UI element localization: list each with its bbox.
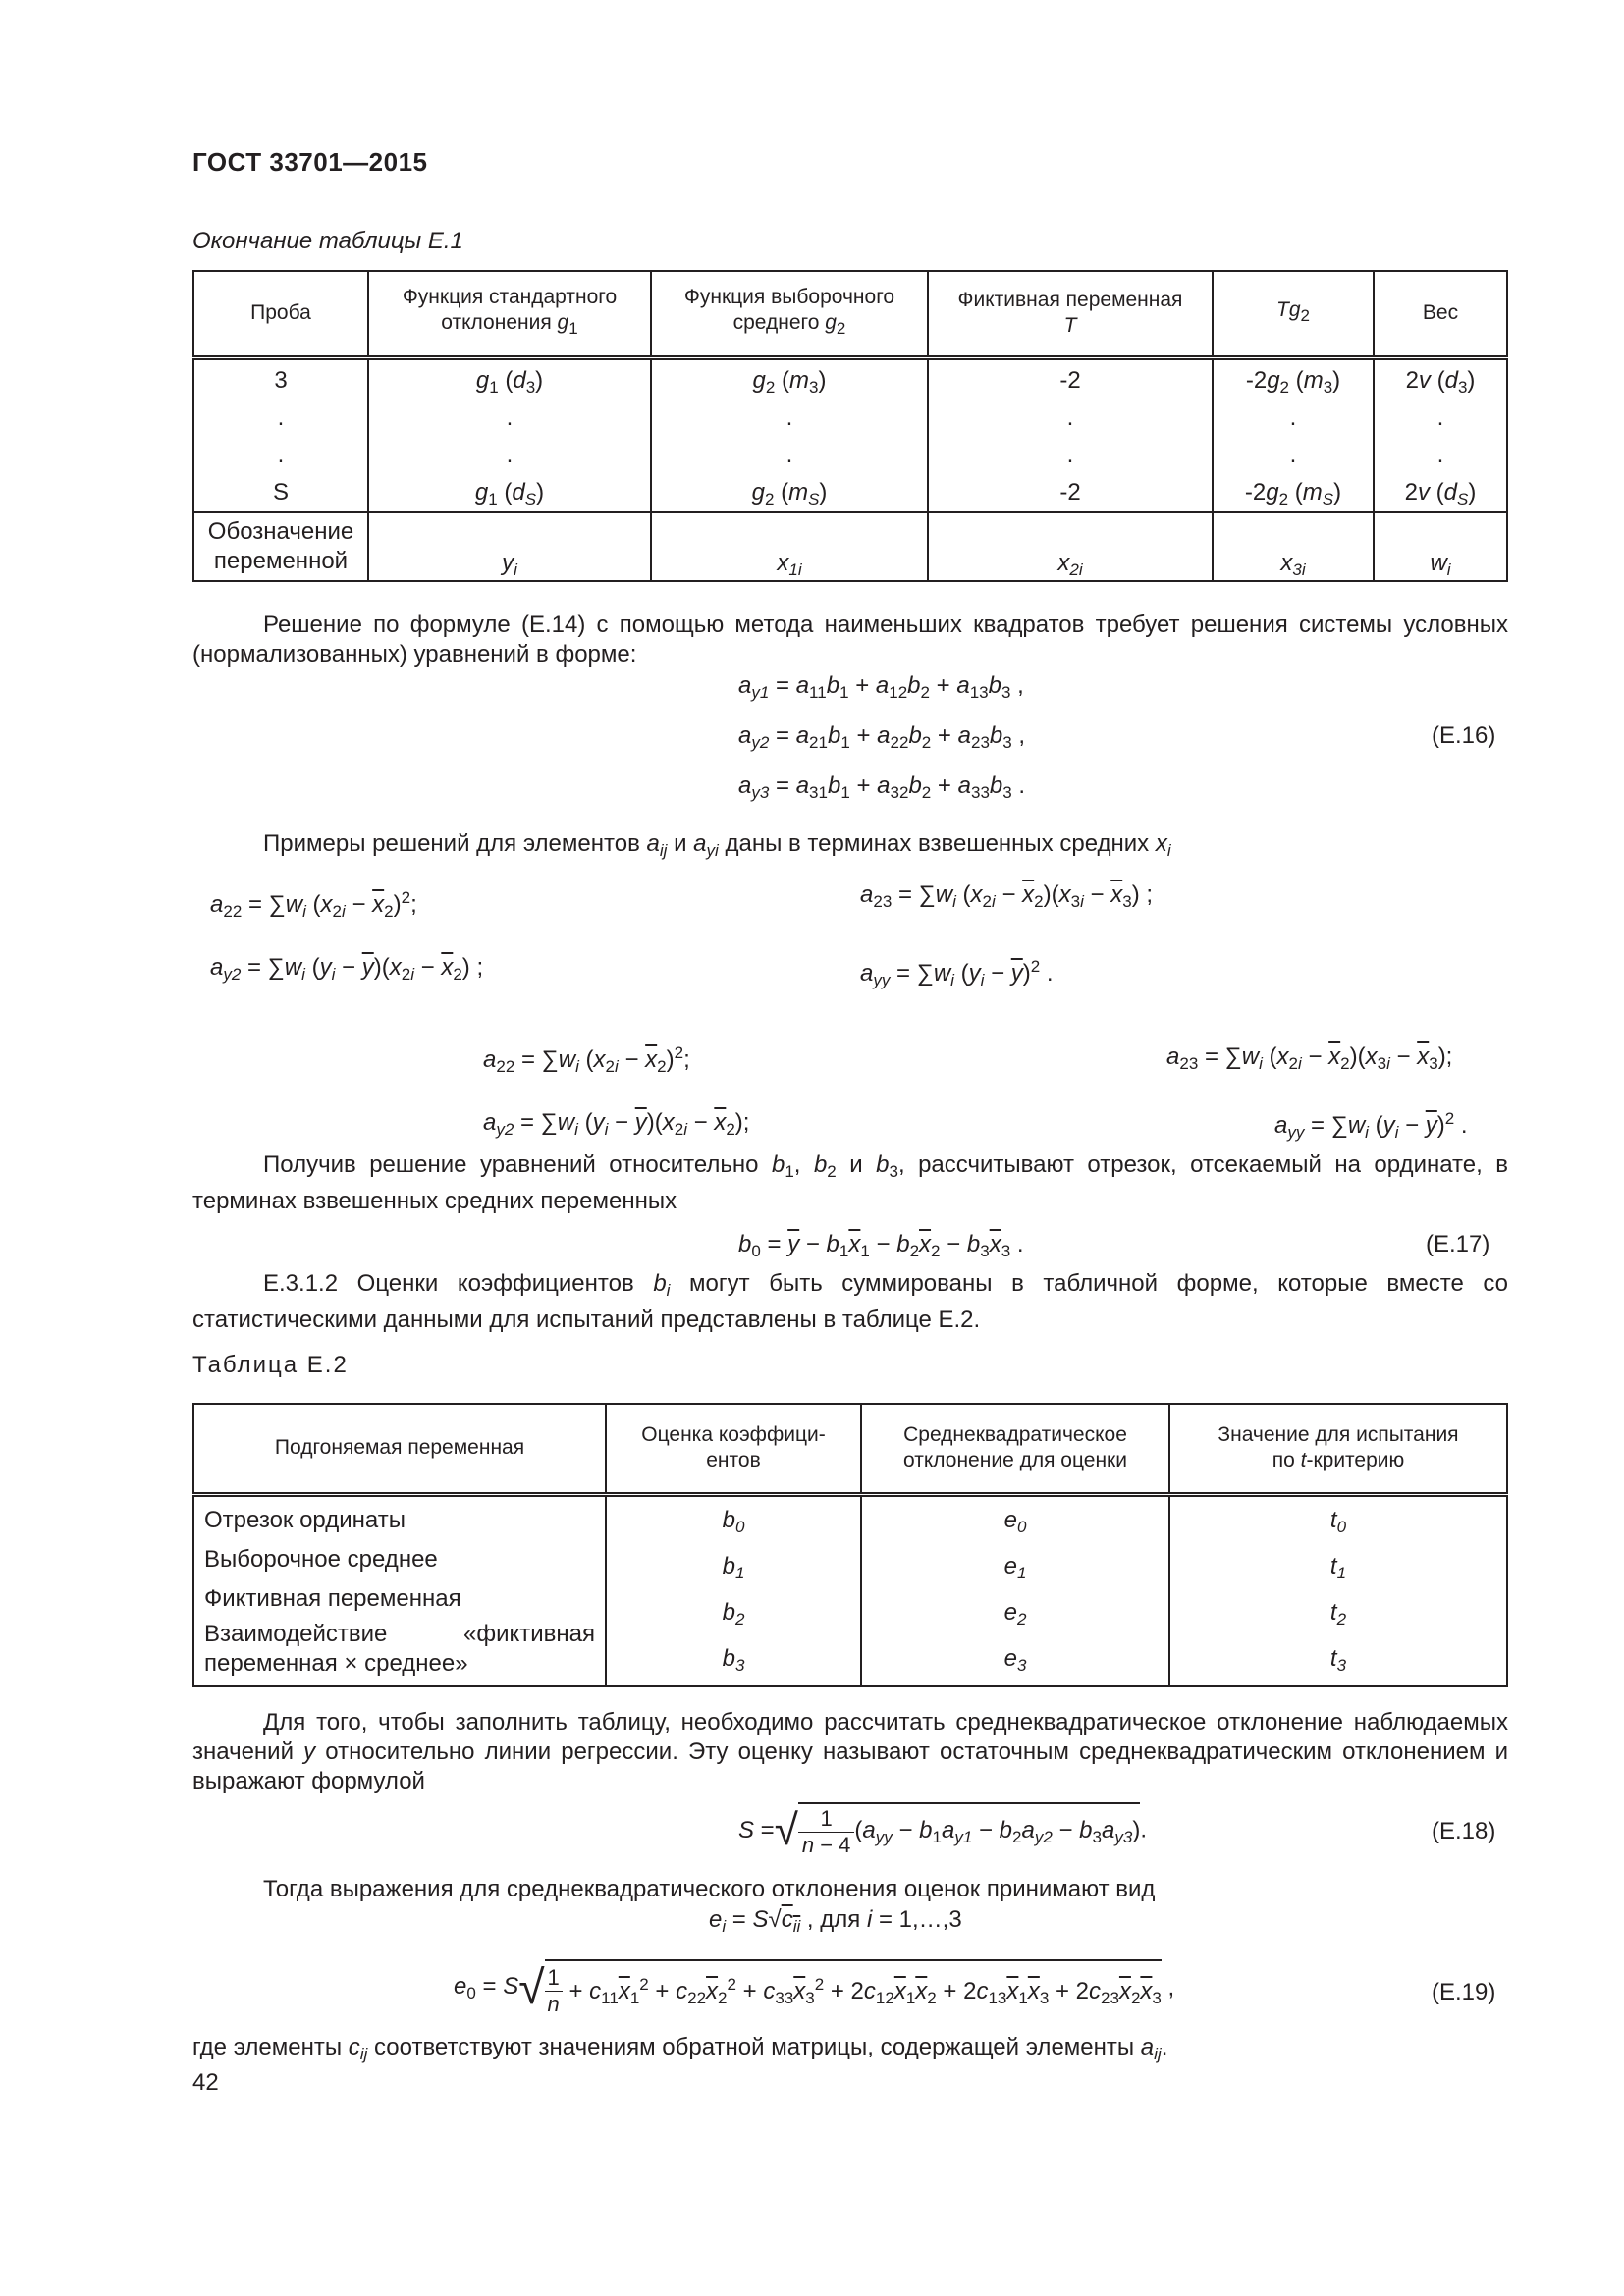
t1-header-weight: Вес: [1374, 271, 1507, 357]
document-header: ГОСТ 33701—2015: [192, 147, 428, 177]
equation-e19: $e_0 = S√$ $\frac{1}{n}$ + $c_{11}\overline{x}_1^2 + c_{22}\overline{x}_2^2 + c_{33}\overline{x}_3^2 + 2c_{12}\overline{x}_1\overline{x}_2 + 2c_{13}\overline{x}_1\overline{x}_3 + 2c_{23}\overline{x}_2\overline{x}_3$ ,: [454, 1959, 1174, 2028]
t1-col-sample: 3 . . S: [193, 357, 368, 512]
formula-ei: $e_i = S√c_{ii}$ , для i = 1,…,3: [709, 1906, 962, 1936]
t1-designation-x2: $x_{2i}$: [928, 512, 1213, 581]
t2-col-std-error: $e_0$ $e_1$ $e_2$ $e_3$: [861, 1494, 1169, 1686]
t1-designation-w: $w_i$: [1374, 512, 1507, 581]
t1-designation-x3: $x_{3i}$: [1213, 512, 1374, 581]
paragraph-coefficient-estimates: Е.3.1.2 Оценки коэффициентов $b_i$ могут быть суммированы в табличной форме, которые вместе со статистическими данными для испытаний представлены в таблице Е.2.: [192, 1270, 1508, 1333]
paragraph-std-estimates: Тогда выражения для среднеквадратического отклонения оценок принимают вид: [263, 1876, 1156, 1902]
formula-a23-second: $a_{23} = \sum w_i$ $(x_{2i} - \overline{x}_2)(x_{3i} - \overline{x}_3)$;: [1166, 1043, 1453, 1073]
equation-e18: S =√ $\frac{1}{n - 4}$ $(a_{yy} - b_1a_{y1} - b_2a_{y2} - b_3a_{y3})$.: [738, 1802, 1147, 1861]
formula-ay2-second: $a_{y2} = \sum w_i$ $(y_i - \overline{y})(x_{2i} - \overline{x}_2)$;: [483, 1109, 750, 1139]
page-number: 42: [192, 2069, 219, 2096]
t1-col-tg2: $-2g_2$ $(m_3)$ . . $-2g_2$ $(m_S)$: [1213, 357, 1374, 512]
equation-e16-2: $a_{y2} = a_{21}b_1 + a_{22}b_2 + a_{23}b_3$ ,: [738, 722, 1026, 752]
table2-caption: Таблица Е.2: [192, 1352, 349, 1378]
t2-col-estimate: $b_0$ $b_1$ $b_2$ $b_3$: [606, 1494, 861, 1686]
t2-col-variable: [193, 1494, 606, 1686]
equation-e16-3: $a_{y3} = a_{31}b_1 + a_{32}b_2 + a_{33}b_3$ .: [738, 773, 1026, 802]
t2-data-row: [193, 1494, 1507, 1686]
equation-number-e19: (Е.19): [1432, 1979, 1496, 2005]
formula-a22-first: $a_{22} = \sum w_i$ $(x_{2i} - \overline{x}_2)^2$;: [210, 888, 417, 921]
t1-designation-row: [193, 512, 1507, 581]
t1-designation-y: $y_i$: [368, 512, 651, 581]
table-e2: [192, 1403, 1508, 1687]
t2-row-label: переменная × среднее»: [204, 1649, 468, 1677]
t2-col-t-value: $t_0$ $t_1$ $t_2$ $t_3$: [1169, 1494, 1507, 1686]
t2-row-label: Фиктивная переменная: [204, 1584, 461, 1612]
equation-e16-1: $a_{y1} = a_{11}b_1 + a_{12}b_2 + a_{13}b_3$ ,: [738, 672, 1024, 702]
equation-number-e18: (Е.18): [1432, 1818, 1496, 1844]
t1-data-row: [193, 357, 1507, 512]
t2-header-std-error: Среднеквадратическое отклонение для оценки: [861, 1404, 1169, 1494]
formula-a22-second: $a_{22} = \sum w_i$ $(x_{2i} - \overline{x}_2)^2$;: [483, 1043, 690, 1076]
t2-row-label: Взаимодействие «фиктивная: [204, 1620, 595, 1647]
table-e1: [192, 270, 1508, 582]
equation-number-e16: (Е.16): [1432, 722, 1496, 749]
t1-header-tg2: $Tg_2$: [1213, 271, 1374, 357]
t1-header-dummy: Фиктивная переменная T: [928, 271, 1213, 357]
t1-header-sample: Проба: [193, 271, 368, 357]
formula-ayy-first: $a_{yy} = \sum w_i$ $(y_i - \overline{y})^2$ .: [860, 957, 1054, 989]
t2-header-variable: Подгоняемая переменная: [193, 1404, 606, 1494]
t1-col-g1: $g_1$ $(d_3)$ . . $g_1$ $(d_S)$: [368, 357, 651, 512]
t1-header-g2: Функция выборочного среднего $g_2$: [651, 271, 928, 357]
t1-col-g2: $g_2$ $(m_3)$ . . $g_2$ $(m_S)$: [651, 357, 928, 512]
t2-header-t-value: Значение для испытания по t-критерию: [1169, 1404, 1507, 1494]
t2-header-estimate: Оценка коэффици- ентов: [606, 1404, 861, 1494]
formula-ay2-first: $a_{y2} = \sum w_i$ $(y_i - \overline{y})(x_{2i} - \overline{x}_2)$ ;: [210, 954, 484, 984]
t1-header-g1: Функция стандартного отклонения $g_1$: [368, 271, 651, 357]
paragraph-intercept: Получив решение уравнений относительно $b_1$, $b_2$ и $b_3$, рассчитывают отрезок, отсекаемый на ординате, в терминах взвешенных средних переменных: [192, 1151, 1508, 1214]
paragraph-cij-definition: где элементы $c_{ij}$ соответствуют значениям обратной матрицы, содержащей элементы $a_{ij}$.: [192, 2034, 1168, 2063]
equation-number-e17: (Е.17): [1426, 1231, 1490, 1257]
paragraph-residual-std: Для того, чтобы заполнить таблицу, необходимо рассчитать среднеквадратическое отклонение наблюдаемых значений y относительно линии регрессии. Эту оценку называют остаточным среднеквадратическим отклонением и выражают формулой: [192, 1709, 1508, 1794]
equation-e17: $b_0 = \overline{y} - b_1\overline{x}_1 - b_2\overline{x}_2 - b_3\overline{x}_3$ .: [738, 1231, 1024, 1260]
t1-designation-label: Обозначение переменной: [193, 512, 368, 581]
t1-designation-x1: $x_{1i}$: [651, 512, 928, 581]
table1-caption: Окончание таблицы Е.1: [192, 228, 463, 254]
formula-a23-first: $a_{23} = \sum w_i$ $(x_{2i} - \overline{x}_2)(x_{3i} - \overline{x}_3)$ ;: [860, 881, 1154, 911]
t1-col-weight: 2v $(d_3)$ . . 2v $(d_S)$: [1374, 357, 1507, 512]
paragraph-normal-equations: Решение по формуле (Е.14) с помощью метода наименьших квадратов требует решения системы условных (нормализованных) уравнений в форме:: [192, 612, 1508, 667]
t2-row-label: Отрезок ординаты: [204, 1506, 406, 1533]
formula-ayy-second: $a_{yy} = \sum w_i$ $(y_i - \overline{y})^2$ .: [1274, 1109, 1468, 1142]
t2-row-label: Выборочное среднее: [204, 1545, 438, 1573]
paragraph-examples: Примеры решений для элементов $a_{ij}$ и $a_{yi}$ даны в терминах взвешенных средних $x_i$: [263, 830, 1171, 860]
t1-col-t: -2 . . -2: [928, 357, 1213, 512]
